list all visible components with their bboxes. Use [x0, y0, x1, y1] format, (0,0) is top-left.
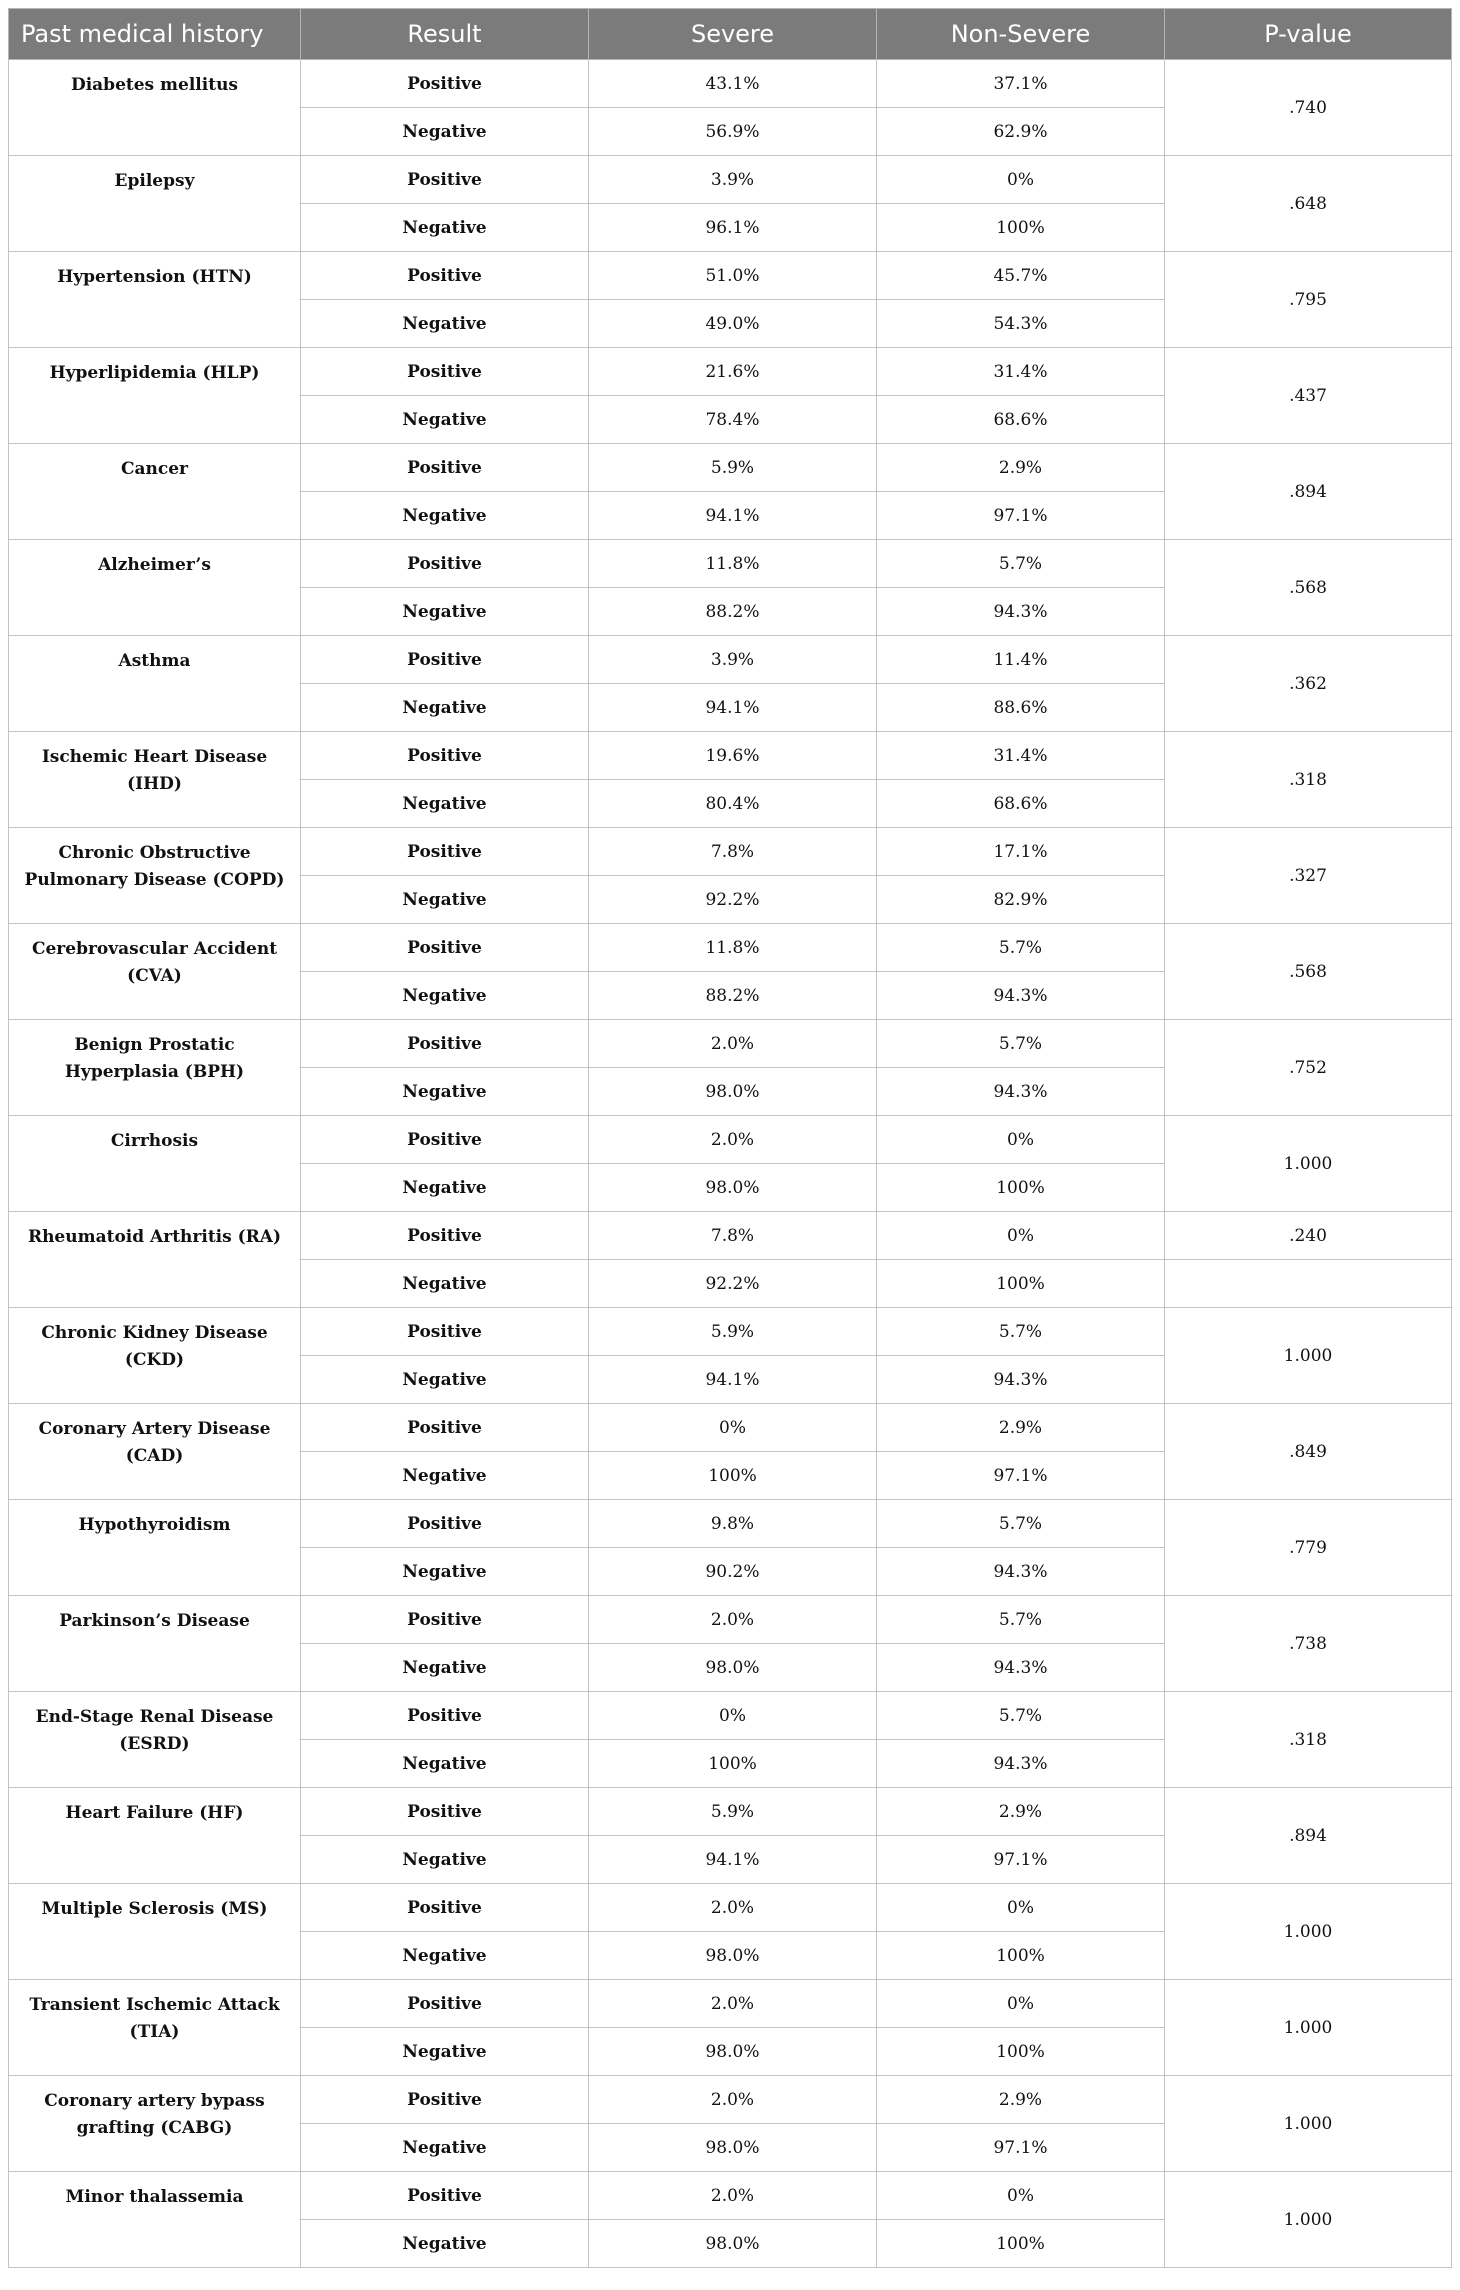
result-cell: Positive	[301, 924, 589, 972]
result-cell: Positive	[301, 1308, 589, 1356]
non-severe-cell: 2.9%	[877, 1788, 1165, 1836]
result-cell: Negative	[301, 1932, 589, 1980]
severe-cell: 96.1%	[589, 204, 877, 252]
non-severe-cell: 97.1%	[877, 1452, 1165, 1500]
table-row	[9, 1884, 1452, 1932]
non-severe-cell: 62.9%	[877, 108, 1165, 156]
header-result: Result	[301, 9, 589, 60]
severe-cell: 0%	[589, 1404, 877, 1452]
history-cell: Benign Prostatic Hyperplasia (BPH)	[9, 1020, 301, 1116]
non-severe-cell: 100%	[877, 1932, 1165, 1980]
non-severe-cell: 100%	[877, 2220, 1165, 2268]
severe-cell: 7.8%	[589, 1212, 877, 1260]
p-value-cell: 1.000	[1165, 1308, 1452, 1404]
severe-cell: 94.1%	[589, 684, 877, 732]
result-cell: Positive	[301, 540, 589, 588]
non-severe-cell: 54.3%	[877, 300, 1165, 348]
severe-cell: 3.9%	[589, 636, 877, 684]
severe-cell: 2.0%	[589, 2172, 877, 2220]
severe-cell: 92.2%	[589, 1260, 877, 1308]
non-severe-cell: 2.9%	[877, 2076, 1165, 2124]
non-severe-cell: 94.3%	[877, 1644, 1165, 1692]
result-cell: Negative	[301, 876, 589, 924]
history-cell: Alzheimer’s	[9, 540, 301, 636]
result-cell: Positive	[301, 636, 589, 684]
severe-cell: 19.6%	[589, 732, 877, 780]
severe-cell: 98.0%	[589, 1932, 877, 1980]
non-severe-cell: 5.7%	[877, 1500, 1165, 1548]
severe-cell: 98.0%	[589, 1644, 877, 1692]
p-value-cell: .752	[1165, 1020, 1452, 1116]
result-cell: Negative	[301, 1740, 589, 1788]
history-cell: Ischemic Heart Disease (IHD)	[9, 732, 301, 828]
history-cell: Asthma	[9, 636, 301, 732]
result-cell: Negative	[301, 2220, 589, 2268]
non-severe-cell: 5.7%	[877, 1692, 1165, 1740]
result-cell: Negative	[301, 1836, 589, 1884]
result-cell: Negative	[301, 684, 589, 732]
history-cell: Minor thalassemia	[9, 2172, 301, 2268]
non-severe-cell: 94.3%	[877, 588, 1165, 636]
severe-cell: 5.9%	[589, 444, 877, 492]
p-value-cell: .318	[1165, 732, 1452, 828]
header-past-medical-history: Past medical history	[9, 9, 301, 60]
table-row	[9, 2076, 1452, 2124]
header-severe: Severe	[589, 9, 877, 60]
table-row	[9, 636, 1452, 684]
result-cell: Positive	[301, 252, 589, 300]
table-container	[8, 8, 1451, 2268]
table-row	[9, 1980, 1452, 2028]
severe-cell: 100%	[589, 1740, 877, 1788]
severe-cell: 0%	[589, 1692, 877, 1740]
result-cell: Positive	[301, 732, 589, 780]
p-value-cell: .327	[1165, 828, 1452, 924]
table-row	[9, 540, 1452, 588]
severe-cell: 98.0%	[589, 2124, 877, 2172]
result-cell: Positive	[301, 1500, 589, 1548]
result-cell: Positive	[301, 2076, 589, 2124]
history-cell: Hyperlipidemia (HLP)	[9, 348, 301, 444]
result-cell: Negative	[301, 1356, 589, 1404]
medical-history-table	[8, 8, 1452, 2268]
non-severe-cell: 37.1%	[877, 60, 1165, 108]
severe-cell: 98.0%	[589, 2028, 877, 2076]
non-severe-cell: 97.1%	[877, 1836, 1165, 1884]
p-value-cell: 1.000	[1165, 1980, 1452, 2076]
p-value-cell: 1.000	[1165, 2076, 1452, 2172]
table-row	[9, 1500, 1452, 1548]
severe-cell: 11.8%	[589, 540, 877, 588]
p-value-cell: .849	[1165, 1404, 1452, 1500]
non-severe-cell: 82.9%	[877, 876, 1165, 924]
p-value-cell: .740	[1165, 60, 1452, 156]
result-cell: Negative	[301, 1068, 589, 1116]
severe-cell: 2.0%	[589, 1596, 877, 1644]
severe-cell: 21.6%	[589, 348, 877, 396]
p-value-cell: 1.000	[1165, 1116, 1452, 1212]
result-cell: Positive	[301, 1404, 589, 1452]
p-value-cell: .568	[1165, 924, 1452, 1020]
p-value-cell: .779	[1165, 1500, 1452, 1596]
non-severe-cell: 0%	[877, 1884, 1165, 1932]
p-value-cell: .568	[1165, 540, 1452, 636]
non-severe-cell: 5.7%	[877, 1020, 1165, 1068]
result-cell: Negative	[301, 492, 589, 540]
p-value-cell: 1.000	[1165, 2172, 1452, 2268]
severe-cell: 90.2%	[589, 1548, 877, 1596]
result-cell: Positive	[301, 2172, 589, 2220]
history-cell: Cancer	[9, 444, 301, 540]
history-cell: Chronic Obstructive Pulmonary Disease (COPD)	[9, 828, 301, 924]
severe-cell: 94.1%	[589, 1836, 877, 1884]
result-cell: Positive	[301, 1980, 589, 2028]
severe-cell: 94.1%	[589, 492, 877, 540]
severe-cell: 5.9%	[589, 1788, 877, 1836]
non-severe-cell: 94.3%	[877, 1548, 1165, 1596]
history-cell: Cirrhosis	[9, 1116, 301, 1212]
result-cell: Negative	[301, 588, 589, 636]
p-value-cell: .795	[1165, 252, 1452, 348]
non-severe-cell: 0%	[877, 156, 1165, 204]
severe-cell: 11.8%	[589, 924, 877, 972]
non-severe-cell: 0%	[877, 2172, 1165, 2220]
table-row	[9, 1116, 1452, 1164]
result-cell: Negative	[301, 1452, 589, 1500]
result-cell: Positive	[301, 828, 589, 876]
history-cell: Coronary artery bypass grafting (CABG)	[9, 2076, 301, 2172]
p-value-cell: .894	[1165, 444, 1452, 540]
non-severe-cell: 94.3%	[877, 1068, 1165, 1116]
table-row	[9, 732, 1452, 780]
p-value-cell: .894	[1165, 1788, 1452, 1884]
non-severe-cell: 11.4%	[877, 636, 1165, 684]
p-value-cell: 1.000	[1165, 1884, 1452, 1980]
non-severe-cell: 2.9%	[877, 444, 1165, 492]
table-row	[9, 2172, 1452, 2220]
p-value-cell: .318	[1165, 1692, 1452, 1788]
history-cell: Rheumatoid Arthritis (RA)	[9, 1212, 301, 1308]
severe-cell: 2.0%	[589, 1116, 877, 1164]
non-severe-cell: 5.7%	[877, 1308, 1165, 1356]
table-row	[9, 1020, 1452, 1068]
table-row	[9, 924, 1452, 972]
history-cell: Cerebrovascular Accident (CVA)	[9, 924, 301, 1020]
severe-cell: 2.0%	[589, 1884, 877, 1932]
p-value-cell: .240	[1165, 1212, 1452, 1260]
history-cell: Hypothyroidism	[9, 1500, 301, 1596]
result-cell: Positive	[301, 1212, 589, 1260]
severe-cell: 3.9%	[589, 156, 877, 204]
history-cell: Parkinson’s Disease	[9, 1596, 301, 1692]
result-cell: Negative	[301, 780, 589, 828]
result-cell: Negative	[301, 396, 589, 444]
table-row	[9, 348, 1452, 396]
severe-cell: 80.4%	[589, 780, 877, 828]
table-row	[9, 156, 1452, 204]
severe-cell: 98.0%	[589, 2220, 877, 2268]
non-severe-cell: 100%	[877, 2028, 1165, 2076]
result-cell: Negative	[301, 1260, 589, 1308]
non-severe-cell: 5.7%	[877, 924, 1165, 972]
result-cell: Positive	[301, 1692, 589, 1740]
result-cell: Positive	[301, 1020, 589, 1068]
table-header	[9, 9, 1452, 60]
non-severe-cell: 0%	[877, 1980, 1165, 2028]
history-cell: Transient Ischemic Attack (TIA)	[9, 1980, 301, 2076]
result-cell: Negative	[301, 2124, 589, 2172]
non-severe-cell: 0%	[877, 1116, 1165, 1164]
severe-cell: 49.0%	[589, 300, 877, 348]
history-cell: Chronic Kidney Disease (CKD)	[9, 1308, 301, 1404]
non-severe-cell: 100%	[877, 204, 1165, 252]
severe-cell: 51.0%	[589, 252, 877, 300]
severe-cell: 100%	[589, 1452, 877, 1500]
table-row	[9, 1212, 1452, 1260]
non-severe-cell: 94.3%	[877, 1356, 1165, 1404]
table-row	[9, 1308, 1452, 1356]
non-severe-cell: 2.9%	[877, 1404, 1165, 1452]
non-severe-cell: 5.7%	[877, 1596, 1165, 1644]
table-row	[9, 1404, 1452, 1452]
non-severe-cell: 100%	[877, 1260, 1165, 1308]
non-severe-cell: 97.1%	[877, 2124, 1165, 2172]
non-severe-cell: 17.1%	[877, 828, 1165, 876]
table-row	[9, 828, 1452, 876]
result-cell: Negative	[301, 204, 589, 252]
severe-cell: 88.2%	[589, 972, 877, 1020]
history-cell: Hypertension (HTN)	[9, 252, 301, 348]
severe-cell: 9.8%	[589, 1500, 877, 1548]
header-p-value: P-value	[1165, 9, 1452, 60]
header-row	[9, 9, 1452, 60]
non-severe-cell: 68.6%	[877, 780, 1165, 828]
severe-cell: 2.0%	[589, 2076, 877, 2124]
result-cell: Positive	[301, 348, 589, 396]
history-cell: Diabetes mellitus	[9, 60, 301, 156]
severe-cell: 94.1%	[589, 1356, 877, 1404]
severe-cell: 5.9%	[589, 1308, 877, 1356]
result-cell: Positive	[301, 60, 589, 108]
severe-cell: 98.0%	[589, 1068, 877, 1116]
p-value-cell: .648	[1165, 156, 1452, 252]
severe-cell: 98.0%	[589, 1164, 877, 1212]
severe-cell: 92.2%	[589, 876, 877, 924]
severe-cell: 43.1%	[589, 60, 877, 108]
result-cell: Positive	[301, 1788, 589, 1836]
p-value-empty-cell	[1165, 1260, 1452, 1308]
table-row	[9, 60, 1452, 108]
table-row	[9, 1692, 1452, 1740]
non-severe-cell: 94.3%	[877, 972, 1165, 1020]
result-cell: Negative	[301, 108, 589, 156]
table-row	[9, 1596, 1452, 1644]
history-cell: Heart Failure (HF)	[9, 1788, 301, 1884]
table-body	[9, 60, 1452, 2268]
severe-cell: 7.8%	[589, 828, 877, 876]
non-severe-cell: 31.4%	[877, 732, 1165, 780]
table-row	[9, 1788, 1452, 1836]
history-cell: Coronary Artery Disease (CAD)	[9, 1404, 301, 1500]
result-cell: Negative	[301, 972, 589, 1020]
result-cell: Negative	[301, 2028, 589, 2076]
non-severe-cell: 5.7%	[877, 540, 1165, 588]
header-non-severe: Non-Severe	[877, 9, 1165, 60]
p-value-cell: .437	[1165, 348, 1452, 444]
non-severe-cell: 88.6%	[877, 684, 1165, 732]
severe-cell: 56.9%	[589, 108, 877, 156]
non-severe-cell: 0%	[877, 1212, 1165, 1260]
non-severe-cell: 68.6%	[877, 396, 1165, 444]
table-row	[9, 444, 1452, 492]
result-cell: Positive	[301, 1596, 589, 1644]
history-cell: End-Stage Renal Disease (ESRD)	[9, 1692, 301, 1788]
result-cell: Negative	[301, 300, 589, 348]
result-cell: Positive	[301, 1884, 589, 1932]
result-cell: Positive	[301, 156, 589, 204]
result-cell: Positive	[301, 444, 589, 492]
non-severe-cell: 100%	[877, 1164, 1165, 1212]
non-severe-cell: 31.4%	[877, 348, 1165, 396]
non-severe-cell: 45.7%	[877, 252, 1165, 300]
p-value-cell: .738	[1165, 1596, 1452, 1692]
table-row	[9, 252, 1452, 300]
non-severe-cell: 94.3%	[877, 1740, 1165, 1788]
severe-cell: 2.0%	[589, 1980, 877, 2028]
result-cell: Negative	[301, 1644, 589, 1692]
severe-cell: 2.0%	[589, 1020, 877, 1068]
severe-cell: 78.4%	[589, 396, 877, 444]
p-value-cell: .362	[1165, 636, 1452, 732]
history-cell: Multiple Sclerosis (MS)	[9, 1884, 301, 1980]
result-cell: Negative	[301, 1548, 589, 1596]
result-cell: Negative	[301, 1164, 589, 1212]
result-cell: Positive	[301, 1116, 589, 1164]
severe-cell: 88.2%	[589, 588, 877, 636]
history-cell: Epilepsy	[9, 156, 301, 252]
non-severe-cell: 97.1%	[877, 492, 1165, 540]
